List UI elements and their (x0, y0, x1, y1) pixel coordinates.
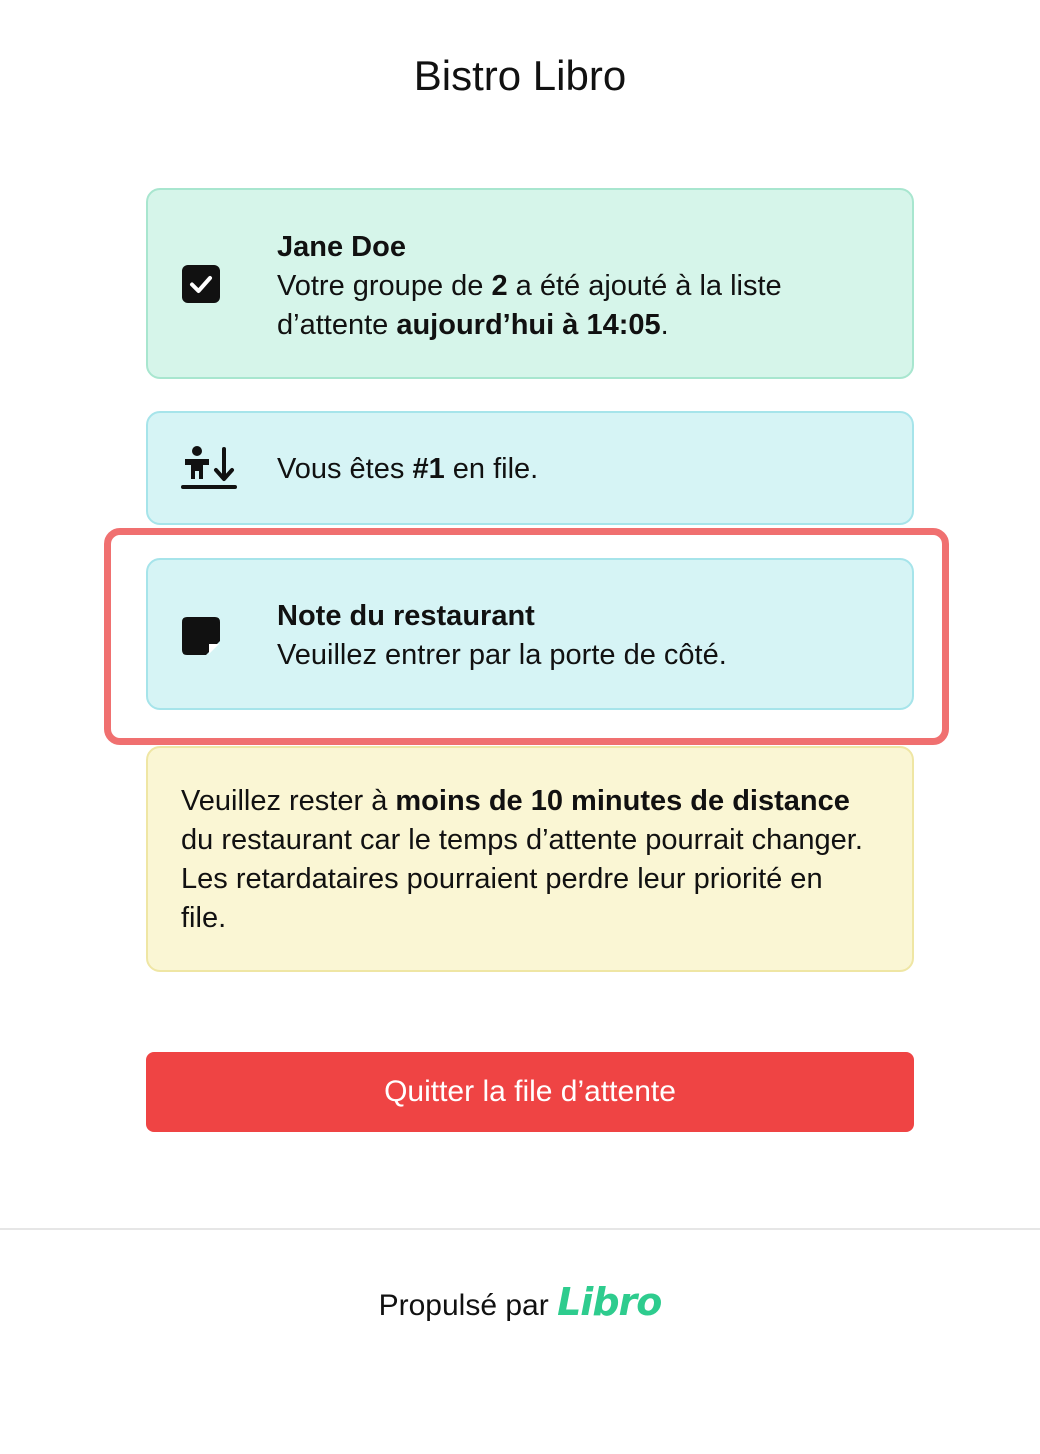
queue-text-before: Vous êtes (277, 453, 413, 485)
join-time: aujourd’hui à 14:05 (396, 309, 661, 341)
libro-logo[interactable]: Libro (557, 1280, 662, 1324)
queue-position-card (146, 411, 914, 525)
party-size: 2 (491, 270, 508, 302)
queue-position-number: #1 (412, 453, 445, 485)
warning-card (146, 746, 914, 972)
queue-position-text (277, 450, 872, 489)
checkbox-icon (181, 264, 221, 309)
restaurant-note-text (277, 597, 872, 675)
note-title: Note du restaurant (277, 600, 535, 632)
warning-text-before: Veuillez rester à (181, 785, 396, 817)
warning-text (181, 782, 872, 938)
powered-by-text: Propulsé par (378, 1289, 549, 1322)
footer (0, 1276, 1040, 1332)
note-message: Veuillez entrer par la porte de côté. (277, 639, 727, 671)
confirmation-text-middle: a été ajouté à la liste d’attente (277, 270, 782, 341)
restaurant-note-card (146, 558, 914, 710)
sticky-note-icon (181, 616, 221, 661)
warning-text-after: du restaurant car le temps d’attente pourrait changer. Les retardataires pourraient perdre leur priorité en file. (181, 824, 863, 934)
confirmation-message (277, 267, 872, 345)
guest-name: Jane Doe (277, 231, 406, 263)
queue-text-after: en file. (444, 453, 539, 485)
quit-queue-button[interactable]: Quitter la file d’attente (146, 1052, 914, 1132)
confirmation-text-before: Votre groupe de (277, 270, 492, 302)
footer-divider (0, 1228, 1040, 1230)
confirmation-text (277, 228, 872, 345)
page-title: Bistro Libro (413, 52, 627, 99)
confirmation-card (146, 188, 914, 379)
warning-emphasis: moins de 10 minutes de distance (395, 785, 850, 817)
confirmation-text-after: . (660, 309, 669, 341)
queue-position-icon (181, 445, 239, 498)
